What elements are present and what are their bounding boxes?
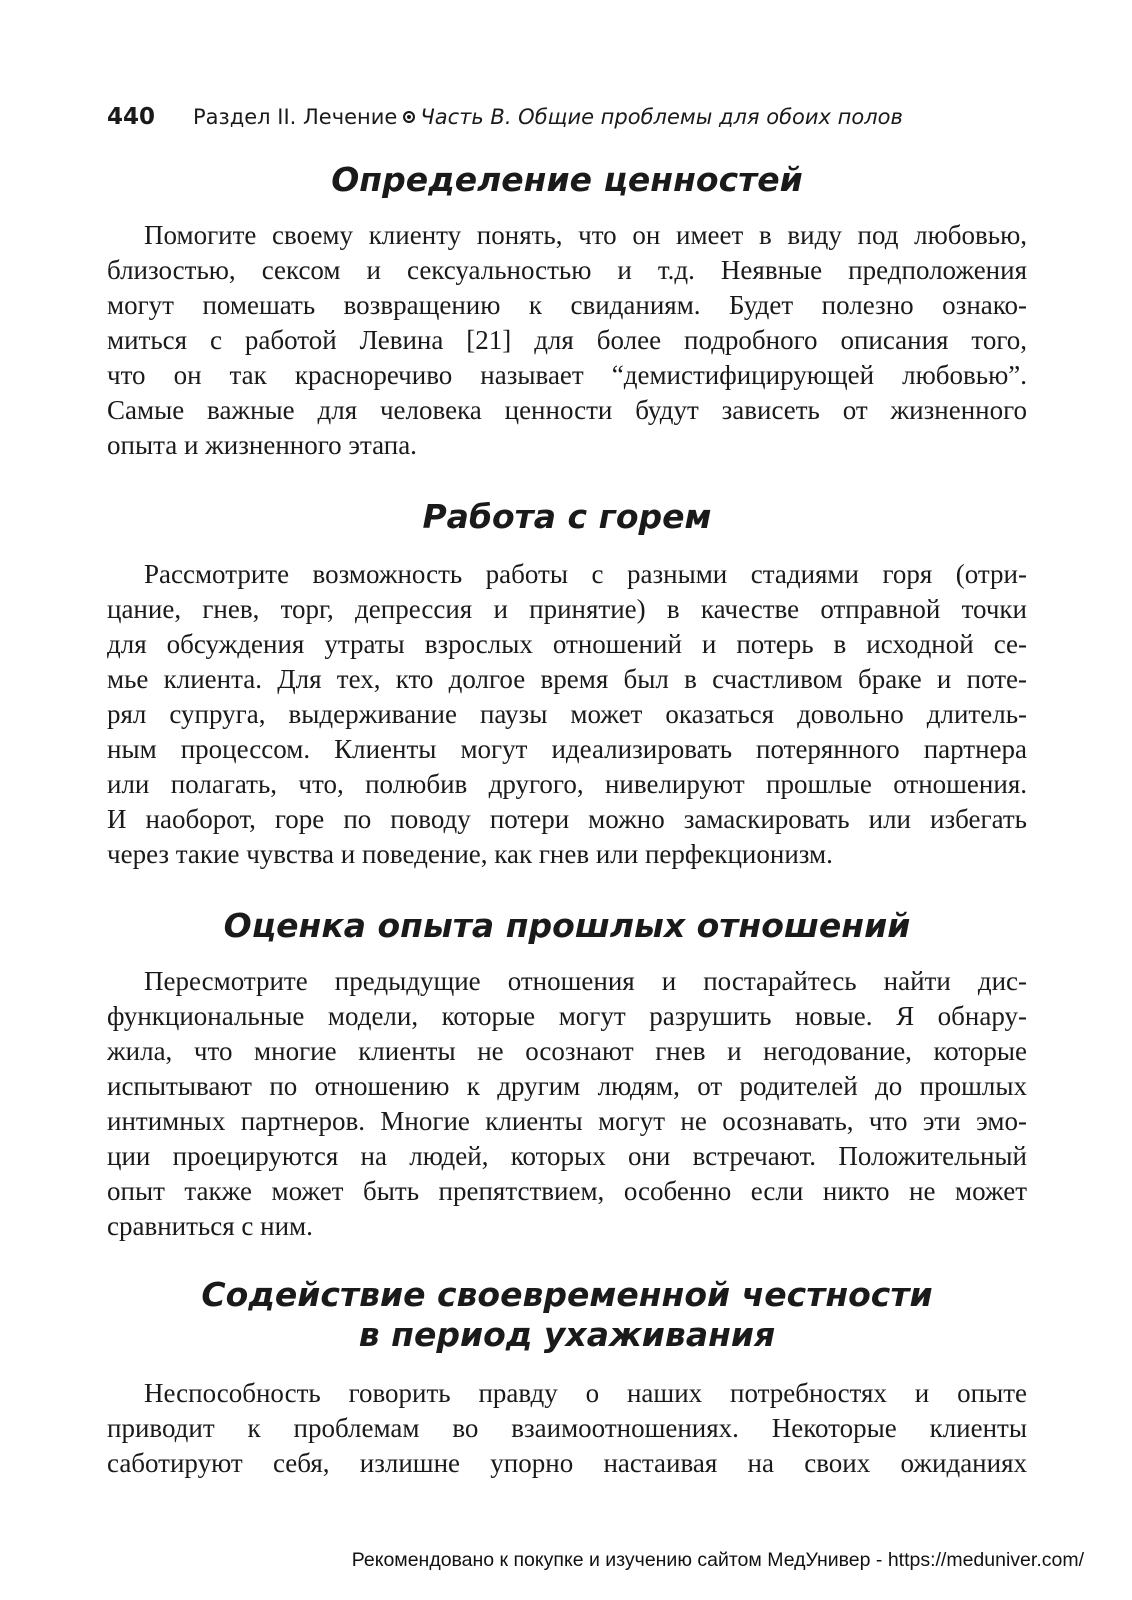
text-line: Пересмотрите предыдущие отношения и постарайтесь найти дис- xyxy=(144,966,1027,996)
heading-line: Оценка опыта прошлых отношений xyxy=(223,906,911,945)
heading-line: Содействие своевременной честности xyxy=(201,1275,933,1314)
running-head xyxy=(107,100,1027,134)
heading-line: в период ухаживания xyxy=(358,1315,776,1354)
paragraph xyxy=(107,218,1027,463)
book-page xyxy=(107,0,1027,1600)
heading-line: Определение ценностей xyxy=(331,160,803,199)
section-heading xyxy=(107,1275,1027,1355)
text-line: близостью, сексом и сексуальностью и т.д. Неявные предположения xyxy=(107,255,1027,285)
text-line: саботируют себя, излишне упорно настаивая на своих ожиданиях xyxy=(107,1448,1027,1478)
text-line: Рассмотрите возможность работы с разными стадиями горя (отри- xyxy=(144,559,1027,589)
text-line: сравниться с ним. xyxy=(107,1211,313,1241)
text-line: приводит к проблемам во взаимоотношениях. Некоторые клиенты xyxy=(107,1413,1027,1443)
text-line: для обсуждения утраты взрослых отношений и потерь в исходной се- xyxy=(107,629,1027,659)
paragraph xyxy=(107,964,1027,1244)
text-line: Неспособность говорить правду о наших потребностях и опыте xyxy=(144,1378,1027,1408)
text-line: жила, что многие клиенты не осознают гнев и негодование, которые xyxy=(107,1036,1027,1066)
text-line: ции проецируются на людей, которых они встречают. Положительный xyxy=(107,1141,1027,1171)
section-heading xyxy=(107,906,1027,946)
text-line: мье клиента. Для тех, кто долгое время был в счастливом браке и поте- xyxy=(107,664,1027,694)
text-line: И наоборот, горе по поводу потери можно замаскировать или избегать xyxy=(107,804,1027,834)
text-line: Помогите своему клиенту понять, что он имеет в виду под любовью, xyxy=(144,220,1027,250)
text-line: цание, гнев, торг, депрессия и принятие) в качестве отправной точки xyxy=(107,594,1027,624)
text-line: через такие чувства и поведение, как гнев или перфекционизм. xyxy=(107,839,833,869)
watermark-footer: Рекомендовано к покупке и изучению сайтом МедУнивер - https://meduniver.com/ xyxy=(351,1549,1084,1571)
text-line: рял супруга, выдерживание паузы может оказаться довольно длитель- xyxy=(107,699,1027,729)
text-line: могут помешать возвращению к свиданиям. Будет полезно ознако- xyxy=(107,290,1027,320)
paragraph xyxy=(107,1376,1027,1481)
text-line: или полагать, что, полюбив другого, нивелируют прошлые отношения. xyxy=(107,769,1027,799)
text-line: функциональные модели, которые могут разрушить новые. Я обнару- xyxy=(107,1001,1027,1031)
section-label: Раздел II. Лечение xyxy=(193,105,398,129)
paragraph xyxy=(107,557,1027,872)
section-heading xyxy=(107,497,1027,537)
bullet-icon xyxy=(403,111,415,123)
text-line: Самые важные для человека ценности будут зависеть от жизненного xyxy=(107,395,1027,425)
text-line: ным процессом. Клиенты могут идеализировать потерянного партнера xyxy=(107,734,1027,764)
text-line: опыт также может быть препятствием, особенно если никто не может xyxy=(107,1176,1027,1206)
part-label: Часть B. Общие проблемы для обоих полов xyxy=(420,105,903,129)
section-heading xyxy=(107,160,1027,200)
page-number: 440 xyxy=(107,104,156,130)
text-line: что он так красноречиво называет “демистифицирующей любовью”. xyxy=(107,360,1027,390)
text-line: опыта и жизненного этапа. xyxy=(107,430,417,460)
text-line: испытывают по отношению к другим людям, от родителей до прошлых xyxy=(107,1071,1027,1101)
heading-line: Работа с горем xyxy=(422,497,712,536)
text-line: интимных партнеров. Многие клиенты могут не осознавать, что эти эмо- xyxy=(107,1106,1027,1136)
text-line: миться с работой Левина [21] для более подробного описания того, xyxy=(107,325,1027,355)
